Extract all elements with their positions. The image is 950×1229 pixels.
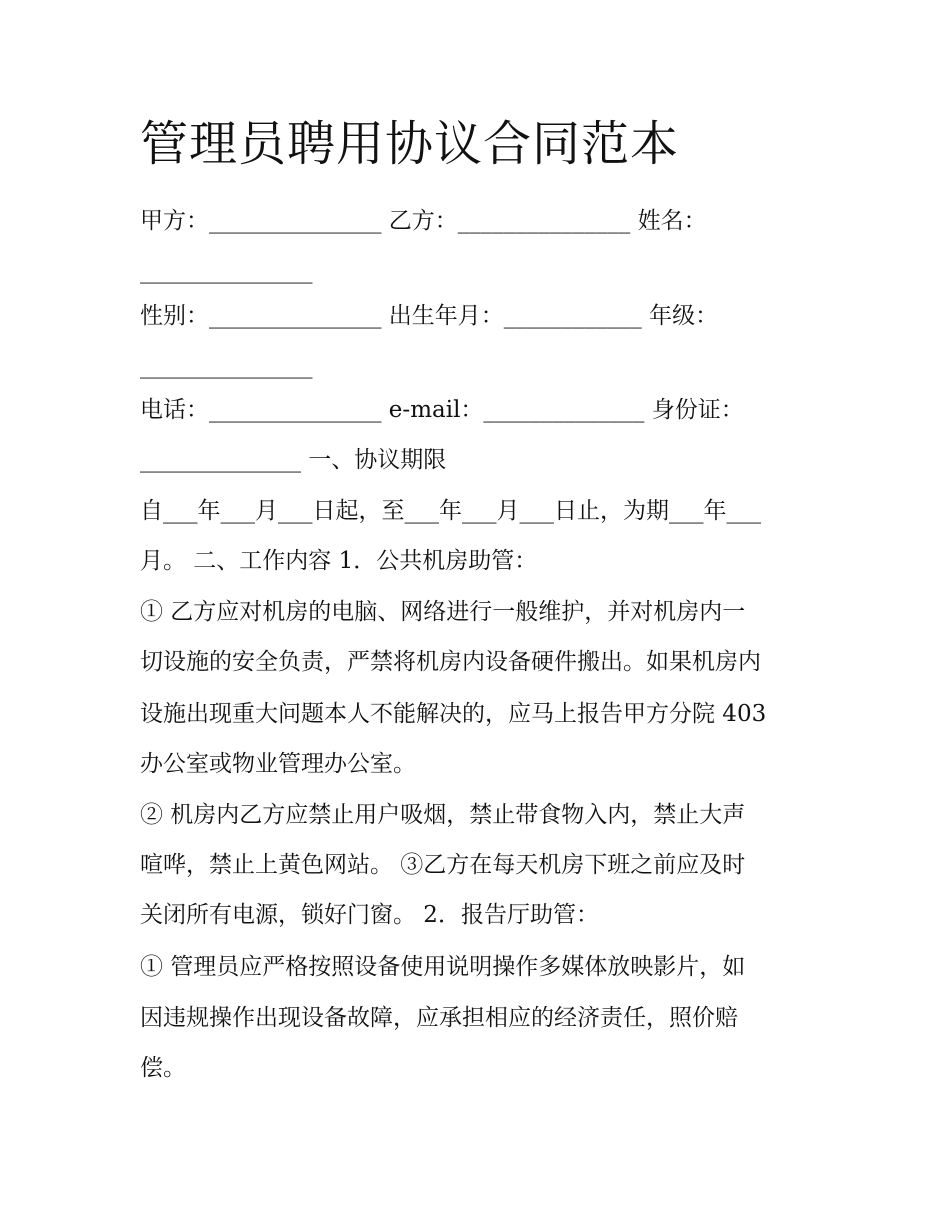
- text-line: 月。 二、工作内容 1．公共机房助管：: [140, 548, 538, 574]
- text-line: ① 乙方应对机房的电脑、网络进行一般维护，并对机房内一: [140, 599, 746, 625]
- text-line: 性别：_______________ 出生年月：____________ 年级：: [140, 303, 719, 329]
- text-line: _______________: [140, 353, 313, 379]
- text-line: 甲方：_______________ 乙方：_______________ 姓名：: [140, 208, 707, 234]
- text-line: 关闭所有电源，锁好门窗。 2．报告厅助管：: [140, 902, 599, 928]
- text-line: ______________ 一、协议期限: [140, 447, 447, 473]
- text-line: 办公室或物业管理办公室。: [140, 751, 416, 777]
- text-line: ② 机房内乙方应禁止用户吸烟，禁止带食物入内，禁止大声: [140, 802, 746, 828]
- text-line: _______________: [140, 258, 313, 284]
- text-line: 自___年___月___日起，至___年___月___日止，为期___年___: [140, 498, 761, 524]
- text-line: 电话：_______________ e-mail：______________ 身份证：: [140, 397, 744, 423]
- text-line: 因违规操作出现设备故障，应承担相应的经济责任，照价赔: [140, 1005, 738, 1031]
- text-line: 偿。: [140, 1055, 186, 1081]
- document-title: 管理员聘用协议合同范本: [140, 116, 680, 172]
- text-line: 切设施的安全负责，严禁将机房内设备硬件搬出。如果机房内: [140, 649, 761, 675]
- text-line: 喧哗，禁止上黄色网站。 ③乙方在每天机房下班之前应及时: [140, 852, 746, 878]
- text-line: ① 管理员应严格按照设备使用说明操作多媒体放映影片，如: [140, 954, 746, 980]
- text-line: 设施出现重大问题本人不能解决的，应马上报告甲方分院 403: [140, 701, 767, 727]
